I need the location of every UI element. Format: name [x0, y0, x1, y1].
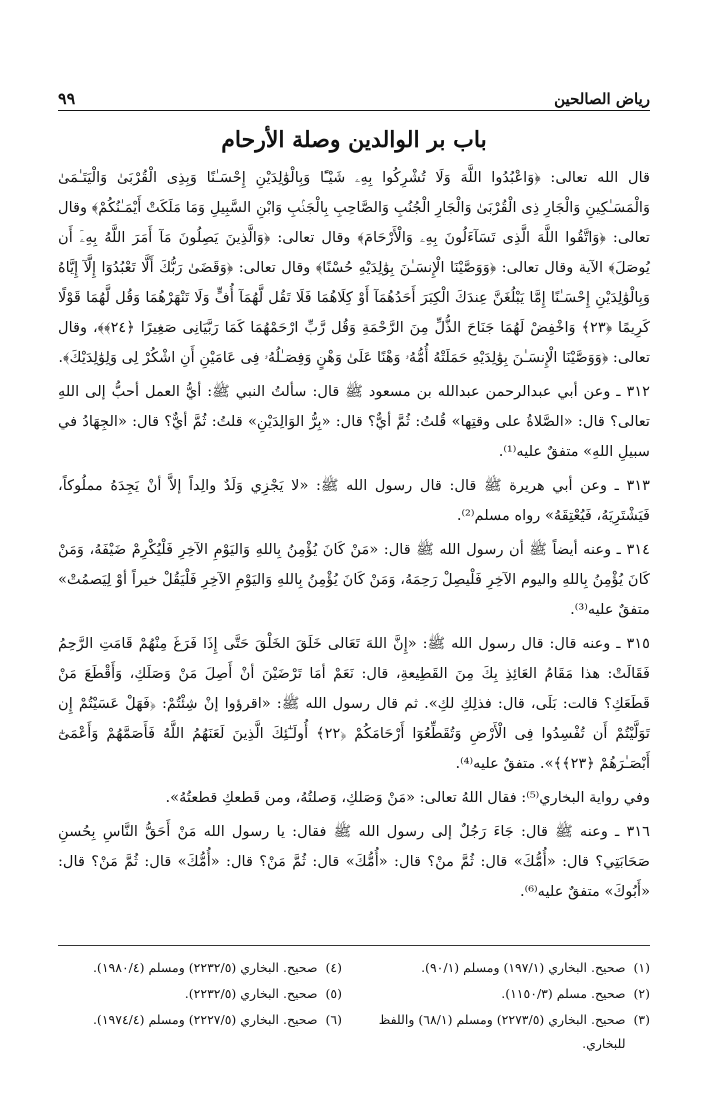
footnote-number: (٦) — [325, 1012, 342, 1027]
hadith-316: ٣١٦ ـ وعنه ﷺ قال: جَاءَ رَجُلٌ إلى رسول الله ﷺ فقال: يا رسول الله مَنْ أَحَقُّ النَّاسِ بِحُسنِ صَحَابَتِي؟ قال: «أُمُّكَ» قال: ثُمَّ منْ؟ قال: «أُمُّكَ» قال: ثُمَّ مَنْ؟ قال: «أُمُّكَ» قال: ثُمَّ مَنْ؟ قال: «أَبُوكَ» متفقٌ عليه⁽⁶⁾. — [58, 823, 650, 900]
book-page — [58, 78, 650, 1096]
body-text — [58, 163, 650, 907]
intro-verses: قال الله تعالى: ﴿وَاعْبُدُوا اللَّهَ وَلَا تُشْرِكُوا بِهِۦ شَيْـًٔا وَبِالْوَٰلِدَيْنِ إِحْسَـٰنًا وَبِذِى الْقُرْبَىٰ وَالْيَتَـٰمَىٰ وَالْمَسَـٰكِينِ وَالْجَارِ ذِى الْقُرْبَىٰ وَالْجَارِ الْجُنُبِ وَالصَّاحِبِ بِالْجَنۢبِ وَابْنِ السَّبِيلِ وَمَا مَلَكَتْ أَيْمَـٰنُكُمْ﴾ وقال تعالى: ﴿وَاتَّقُوا اللَّهَ الَّذِى تَسَآءَلُونَ بِهِۦ وَالْأَرْحَامَ﴾ وقال تعالى: ﴿وَالَّذِينَ يَصِلُونَ مَآ أَمَرَ اللَّهُ بِهِۦٓ أَن يُوصَلَ﴾ الآية وقال تعالى: ﴿وَوَصَّيْنَا الْإِنسَـٰنَ بِوَٰلِدَيْهِ حُسْنًا﴾ وقال تعالى: ﴿وَقَضَىٰ رَبُّكَ أَلَّا تَعْبُدُوٓا إِلَّآ إِيَّاهُ وَبِالْوَٰلِدَيْنِ إِحْسَـٰنًا إِمَّا يَبْلُغَنَّ عِندَكَ الْكِبَرَ أَحَدُهُمَآ أَوْ كِلَاهُمَا فَلَا تَقُل لَّهُمَآ أُفٍّ وَلَا تَنْهَرْهُمَا وَقُل لَّهُمَا قَوْلًا كَرِيمًا ﴿٢٣﴾ وَاخْفِضْ لَهُمَا جَنَاحَ الذُّلِّ مِنَ الرَّحْمَةِ وَقُل رَّبِّ ارْحَمْهُمَا كَمَا رَبَّيَانِى صَغِيرًا ﴿٢٤﴾﴾، وقال تعالى: ﴿وَوَصَّيْنَا الْإِنسَـٰنَ بِوَٰلِدَيْهِ حَمَلَتْهُ أُمُّهُۥ وَهْنًا عَلَىٰ وَهْنٍ وَفِصَـٰلُهُۥ فِى عَامَيْنِ أَنِ اشْكُرْ لِى وَلِوَٰلِدَيْكَ﴾. — [58, 169, 650, 366]
footnote-number: (٢) — [633, 986, 650, 1001]
footnote-4 — [58, 956, 342, 980]
footnote-number: (١) — [633, 960, 650, 975]
footnote-5 — [58, 982, 342, 1006]
footnote-text: صحيح. البخاري (١٩٧/١) ومسلم (٩٠/١). — [421, 960, 626, 975]
footnote-text: صحيح. البخاري (٢٢٢٧/٥) ومسلم (١٩٧٤/٤). — [92, 1012, 318, 1027]
footnote-text: صحيح. البخاري (٢٢٣٢/٥). — [184, 986, 318, 1001]
footnote-separator — [58, 945, 650, 946]
footnote-3 — [366, 1008, 650, 1056]
footnote-number: (٤) — [325, 960, 342, 975]
footnote-text: صحيح. مسلم (١١٥٠/٣). — [501, 986, 626, 1001]
footnote-6 — [58, 1008, 342, 1056]
bukhari-narration: وفي رواية البخاري⁽⁵⁾: فقال اللهُ تعالى: «مَنْ وَصَلكِ، وَصلتُهُ، ومن قَطعكِ قطعتُهُ». — [165, 789, 650, 806]
footnote-2 — [366, 982, 650, 1006]
hadith-313: ٣١٣ ـ وعن أبي هريرة ﷺ قال: قال رسول الله ﷺ: «لا يَجْزِي وَلَدٌ والِداً إلاَّ أنْ يَجِدَهُ مملُوكاً، فَيَشْتَرِيَهُ، فَيُعْتِقَهُ» رواه مسلم⁽²⁾. — [58, 477, 650, 524]
chapter-title: باب بر الوالدين وصلة الأرحام — [221, 127, 487, 153]
footnote-1 — [366, 956, 650, 980]
footnote-number: (٣) — [633, 1012, 650, 1027]
footnote-text: صحيح. البخاري (٢٢٧٣/٥) ومسلم (٦٨/١) واللفظ للبخاري. — [378, 1012, 626, 1051]
running-title: رياض الصالحين — [554, 90, 650, 108]
footnote-text: صحيح. البخاري (٢٢٣٢/٥) ومسلم (١٩٨٠/٤). — [92, 960, 318, 975]
footnote-number: (٥) — [325, 986, 342, 1001]
hadith-312: ٣١٢ ـ وعن أبي عبدالرحمن عبدالله بن مسعود ﷺ قال: سألتُ النبي ﷺ: أيُّ العمل أحبُّ إلى اللهِ تعالى؟ قال: «الصَّلاةُ على وقتِها» قُلتُ: ثُمَّ أيٌّ؟ قال: «بِرُّ الوَالِدَيْنِ» قلتُ: ثُمَّ أيٌّ؟ قال: «الجِهَادُ في سبيلِ اللهِ» متفقٌ عليه⁽¹⁾. — [58, 383, 650, 460]
hadith-315: ٣١٥ ـ وعنه قال: قال رسول الله ﷺ: «إِنَّ اللهَ تَعَالى خَلَقَ الخَلْقَ حَتَّى إِذَا فَرَغَ مِنْهُمْ قَامَتِ الرَّحِمُ فَقَالَتْ: هذا مَقَامُ العَائِذِ بِكَ مِنَ القَطِيعةِ، قال: نَعَمْ أمَا تَرْضَيْنَ أنْ أَصِلَ مَنْ وَصَلَكِ، وَأَقْطَعَ مَنْ قَطَعَكِ؟ قالت: بَلَى، قال: فذلِكِ لكِ». ثم قال رسول الله ﷺ: «اقرؤوا إنْ شِئْتُمْ: ﴿فَهَلْ عَسَيْتُمْ إِن تَوَلَّيْتُمْ أَن تُفْسِدُوا فِى الْأَرْضِ وَتُقَطِّعُوٓا أَرْحَامَكُمْ ﴿٢٢﴾ أُولَـٰٓئِكَ الَّذِينَ لَعَنَهُمُ اللَّهُ فَأَصَمَّهُمْ وَأَعْمَىٰٓ أَبْصَـٰرَهُمْ ﴿٢٣﴾﴾». متفقٌ عليه⁽⁴⁾. — [58, 635, 650, 772]
footnotes — [58, 956, 650, 1056]
hadith-314: ٣١٤ ـ وعنه أيضاً ﷺ أن رسول الله ﷺ قال: «مَنْ كَانَ يُؤْمِنُ بِاللهِ وَاليَوْمِ الآخِرِ فَلْيُكْرِمْ ضَيْفَهُ، وَمَنْ كَانَ يُؤْمِنُ بِاللهِ واليوم الآخِرِ فَلْيصِلْ رَحِمَهُ، وَمَنْ كَانَ يُؤْمِنُ بِاللهِ وَاليَوْمِ الآخِرِ فَلْيَقُلْ خيراً أوْ لِيَصمُتْ» متفقٌ عليه⁽³⁾. — [58, 541, 650, 618]
page-number: ٩٩ — [58, 89, 76, 108]
running-header — [58, 78, 650, 111]
